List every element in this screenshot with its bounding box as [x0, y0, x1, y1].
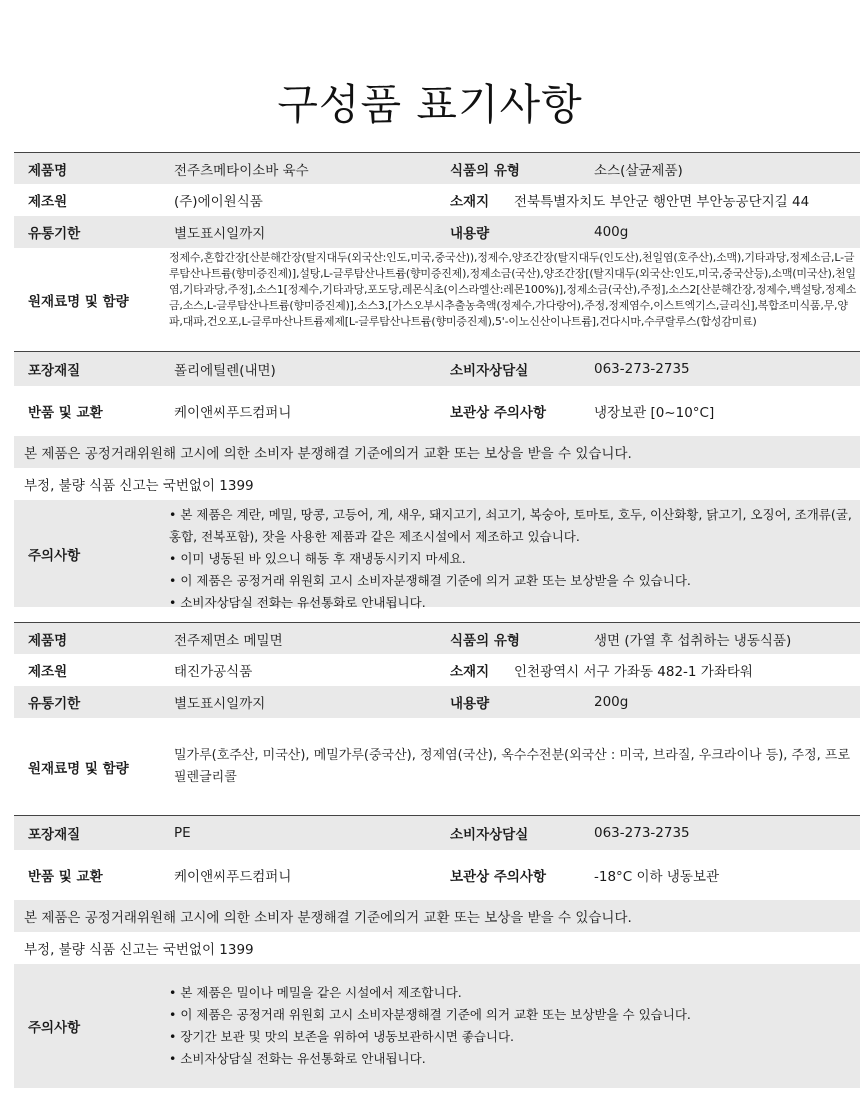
consult-label: 소비자상담실	[450, 363, 529, 379]
product1-notice2-row	[14, 468, 860, 500]
product1-expiry-row	[14, 216, 860, 248]
exchange-label: 반품 및 교환	[28, 405, 103, 421]
food-type-label: 식품의 유형	[450, 162, 520, 179]
page-title: 구성품 표기사항	[277, 80, 583, 129]
storage-label: 보관상 주의사항	[450, 405, 546, 421]
product1-name-row	[14, 152, 860, 184]
consult-value: 063-273-2735	[594, 825, 690, 841]
address-label: 소재지	[450, 194, 490, 210]
caution-item: • 본 제품은 계란, 메밀, 땅콩, 고등어, 게, 새우, 돼지고기, 쇠고기, 복숭아, 토마토, 호두, 이산화황, 닭고기, 오징어, 조개류(굴, 홍합, 전복포함), 잣을 사용한 제품과 같은 제조시설에서 제조하고 있습니다.	[169, 504, 859, 548]
product1-table	[14, 152, 860, 610]
address-label: 소재지	[450, 664, 490, 680]
caution-item: • 소비자상담실 전화는 유선통화로 안내됩니다.	[169, 1048, 859, 1070]
product1-caution-row	[14, 500, 860, 610]
caution-label: 주의사항	[28, 547, 81, 564]
product2-notice1-row	[14, 900, 860, 932]
maker-label: 제조원	[28, 194, 68, 210]
maker-value: (주)에이원식품	[174, 194, 263, 210]
packaging-value: 폴리에틸렌(내면)	[174, 363, 276, 379]
caution-item: • 장기간 보관 및 맛의 보존을 위하여 냉동보관하시면 좋습니다.	[169, 1026, 859, 1048]
product1-maker-row	[14, 184, 860, 216]
exchange-notice: 본 제품은 공정거래위원해 고시에 의한 소비자 분쟁해결 기준에의거 교환 또는 보상을 받을 수 있습니다.	[24, 446, 632, 462]
expiry-label: 유통기한	[28, 226, 81, 242]
caution-list	[169, 982, 859, 1070]
food-type-value: 생면 (가열 후 섭취하는 냉동식품)	[594, 632, 792, 649]
storage-label: 보관상 주의사항	[450, 869, 546, 885]
consult-label: 소비자상담실	[450, 827, 529, 843]
maker-label: 제조원	[28, 664, 68, 680]
expiry-label: 유통기한	[28, 696, 81, 712]
product-name-label: 제품명	[28, 162, 68, 179]
caution-label: 주의사항	[28, 1020, 81, 1036]
address-value: 인천광역시 서구 가좌동 482-1 가좌타워	[514, 664, 753, 680]
exchange-value: 케이앤씨푸드컴퍼니	[174, 405, 292, 421]
packaging-label: 포장재질	[28, 827, 81, 843]
product2-packaging-row	[14, 816, 860, 850]
product1-notice1-row	[14, 436, 860, 468]
exchange-notice: 본 제품은 공정거래위원해 고시에 의한 소비자 분쟁해결 기준에의거 교환 또는 보상을 받을 수 있습니다.	[24, 910, 632, 926]
caution-item: • 본 제품은 밀이나 메밀을 같은 시설에서 제조합니다.	[169, 982, 859, 1004]
product2-maker-row	[14, 654, 860, 686]
report-notice: 부정, 불량 식품 신고는 국번없이 1399	[24, 478, 254, 494]
packaging-value: PE	[174, 825, 191, 841]
product2-caution-row	[14, 964, 860, 1088]
address-value: 전북특별자치도 부안군 행안면 부안농공단지길 44	[514, 194, 810, 210]
volume-value: 400g	[594, 224, 629, 240]
product2-expiry-row	[14, 686, 860, 718]
product-name-value: 전주제면소 메밀면	[174, 632, 283, 649]
product-name-value: 전주츠메타이소바 육수	[174, 162, 309, 179]
packaging-label: 포장재질	[28, 363, 81, 379]
caution-list	[169, 504, 859, 614]
product2-name-row	[14, 622, 860, 654]
consult-value: 063-273-2735	[594, 361, 690, 377]
volume-value: 200g	[594, 694, 629, 710]
caution-item: • 이 제품은 공정거래 위원회 고시 소비자분쟁해결 기준에 의거 교환 또는 보상받을 수 있습니다.	[169, 1004, 859, 1026]
storage-value: 냉장보관 [0~10°C]	[594, 405, 715, 421]
product1-exchange-row	[14, 386, 860, 436]
caution-item: • 이미 냉동된 바 있으니 해동 후 재냉동시키지 마세요.	[169, 548, 859, 570]
exchange-value: 케이앤씨푸드컴퍼니	[174, 869, 292, 885]
product1-packaging-row	[14, 352, 860, 386]
ingredients-label: 원재료명 및 함량	[28, 293, 129, 310]
ingredients-value: 정제수,혼합간장[산분해간장(탈지대두(외국산:인도,미국,중국산)),정제수,양조간장(탈지대두(인도산),천일염(호주산),소맥),기타과당,정제소금,L-글루탐산나트륨(향미증진제)],설탕,L-글루탐산나트륨(향미증진제),정제소금(국산),양조간장[(탈지대두(외국산:인도,미국,중국산등),소맥(미국산),천일염,기타과당,주정],소스1[정제수,기타과당,포도당,레몬식초(이스라엘산:레몬100%)],정제소금(국산),주정],소스2[산분해간장,정제수,백설탕,정제소금,소스,L-글루탐산나트륨(향미증진제)],소스3,[가스오부시추출농축액(정제수,가다랑어),주정,정제염수,이스트엑기스,글리신],복합조미식품,무,양파,대파,건오포,L-글루마산나트륨제제[L-글루탐산나트륨(향미증진제),5'-이노신산이나트륨],건다시마,수쿠랄루스(합성감미료)	[169, 251, 857, 328]
maker-value: 태진가공식품	[174, 664, 253, 680]
report-notice: 부정, 불량 식품 신고는 국번없이 1399	[24, 942, 254, 958]
ingredients-label: 원재료명 및 함량	[28, 760, 129, 777]
storage-value: -18°C 이하 냉동보관	[594, 869, 720, 885]
food-type-label: 식품의 유형	[450, 632, 520, 649]
expiry-value: 별도표시일까지	[174, 696, 266, 712]
caution-item: • 소비자상담실 전화는 유선통화로 안내됩니다.	[169, 592, 859, 614]
volume-label: 내용량	[450, 696, 490, 712]
ingredients-value: 밀가루(호주산, 미국산), 메밀가루(중국산), 정제염(국산), 옥수수전분(외국산 : 미국, 브라질, 우크라이나 등), 주정, 프로필렌글리콜	[174, 747, 851, 785]
exchange-label: 반품 및 교환	[28, 869, 103, 885]
product2-exchange-row	[14, 850, 860, 900]
product1-ingredients-row	[14, 248, 860, 352]
product2-table	[14, 622, 860, 1092]
volume-label: 내용량	[450, 226, 490, 242]
expiry-value: 별도표시일까지	[174, 226, 266, 242]
product-name-label: 제품명	[28, 632, 68, 649]
food-type-value: 소스(살균제품)	[594, 162, 683, 179]
product2-notice2-row	[14, 932, 860, 964]
product2-ingredients-row	[14, 718, 860, 816]
caution-item: • 이 제품은 공정거래 위원회 고시 소비자분쟁해결 기준에 의거 교환 또는 보상받을 수 있습니다.	[169, 570, 859, 592]
